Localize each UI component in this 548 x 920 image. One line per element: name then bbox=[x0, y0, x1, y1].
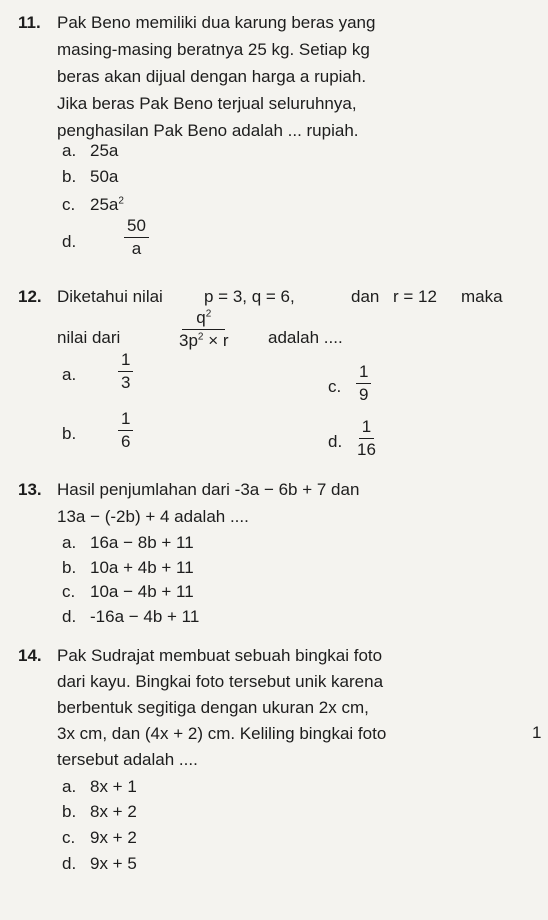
q12-expression-denominator bbox=[176, 330, 232, 351]
q11-text-line-3: beras akan dijual dengan harga a rupiah. bbox=[57, 67, 367, 86]
q12-expression-numerator bbox=[182, 308, 225, 330]
q12-expr-den-exp: 2 bbox=[197, 331, 204, 343]
q11-option-c-exponent: 2 bbox=[118, 195, 124, 207]
q12-line1-suffix: maka bbox=[461, 287, 503, 306]
q14-text-line-4: 3x cm, dan (4x + 2) cm. Keliling bingkai foto bbox=[57, 724, 387, 743]
q11-option-a[interactable]: 25a bbox=[90, 141, 119, 160]
q12-option-a-label: a. bbox=[62, 365, 77, 384]
q12-option-d-numerator: 1 bbox=[359, 417, 374, 439]
q13-number: 13. bbox=[18, 480, 42, 499]
q14-option-d-label: d. bbox=[62, 854, 77, 873]
q11-option-c-label: c. bbox=[62, 195, 76, 214]
q12-expr-den-a: 3p bbox=[179, 331, 198, 350]
q12-expr-num-exp: 2 bbox=[205, 308, 212, 320]
q12-option-c-label: c. bbox=[328, 377, 342, 396]
q12-option-a-fraction[interactable] bbox=[118, 350, 133, 393]
q12-option-a-denominator: 3 bbox=[121, 373, 131, 392]
q12-option-c-fraction[interactable] bbox=[356, 362, 371, 405]
q12-option-c-denominator: 9 bbox=[359, 385, 369, 404]
q14-option-a-label: a. bbox=[62, 777, 77, 796]
q12-option-b-fraction[interactable] bbox=[118, 409, 133, 452]
q14-number: 14. bbox=[18, 646, 42, 665]
q11-option-b[interactable]: 50a bbox=[90, 167, 119, 186]
q13-text-line-1: Hasil penjumlahan dari -3a − 6b + 7 dan bbox=[57, 480, 360, 499]
q13-text-line-2: 13a − (-2b) + 4 adalah .... bbox=[57, 507, 249, 526]
q14-text-line-3: berbentuk segitiga dengan ukuran 2x cm, bbox=[57, 698, 369, 717]
q12-option-b-label: b. bbox=[62, 424, 77, 443]
q11-option-d-label: d. bbox=[62, 232, 77, 251]
q12-number: 12. bbox=[18, 287, 42, 306]
q11-option-d-denominator: a bbox=[131, 239, 142, 258]
q12-expr-den-b: × r bbox=[203, 331, 229, 350]
q14-option-d[interactable]: 9x + 5 bbox=[90, 854, 137, 873]
q11-text-line-1: Pak Beno memiliki dua karung beras yang bbox=[57, 13, 376, 32]
q13-option-c-label: c. bbox=[62, 582, 76, 601]
q11-option-d-numerator: 50 bbox=[124, 216, 149, 238]
q12-option-a-numerator: 1 bbox=[118, 350, 133, 372]
q12-line1-values: p = 3, q = 6, bbox=[204, 287, 295, 306]
q14-text-line-2: dari kayu. Bingkai foto tersebut unik karena bbox=[57, 672, 384, 691]
q14-option-c[interactable]: 9x + 2 bbox=[90, 828, 137, 847]
q11-option-c-base: 25a bbox=[90, 195, 119, 214]
q12-line1-dan: dan bbox=[351, 287, 380, 306]
q11-option-d-fraction[interactable] bbox=[124, 216, 149, 259]
q12-line2-suffix: adalah .... bbox=[268, 328, 343, 347]
q13-option-a-label: a. bbox=[62, 533, 77, 552]
q11-option-c[interactable] bbox=[90, 194, 124, 216]
q11-option-a-label: a. bbox=[62, 141, 77, 160]
q11-text-line-4: Jika beras Pak Beno terjual seluruhnya, bbox=[57, 94, 357, 113]
q14-margin-mark: 1 bbox=[532, 723, 542, 742]
q13-option-d[interactable]: -16a − 4b + 11 bbox=[90, 607, 200, 626]
q12-line1-r: r = 12 bbox=[393, 287, 437, 306]
q14-option-b-label: b. bbox=[62, 802, 77, 821]
q13-option-b[interactable]: 10a + 4b + 11 bbox=[90, 558, 194, 577]
q11-number: 11. bbox=[18, 13, 41, 32]
q14-option-b[interactable]: 8x + 2 bbox=[90, 802, 137, 821]
q13-option-a[interactable]: 16a − 8b + 11 bbox=[90, 533, 194, 552]
q12-line2-prefix: nilai dari bbox=[57, 328, 121, 347]
q11-text-line-5: penghasilan Pak Beno adalah ... rupiah. bbox=[57, 121, 359, 140]
q13-option-b-label: b. bbox=[62, 558, 77, 577]
q11-option-b-label: b. bbox=[62, 167, 77, 186]
q13-option-c[interactable]: 10a − 4b + 11 bbox=[90, 582, 194, 601]
q14-option-c-label: c. bbox=[62, 828, 76, 847]
q11-text-line-2: masing-masing beratnya 25 kg. Setiap kg bbox=[57, 40, 370, 59]
q13-option-d-label: d. bbox=[62, 607, 77, 626]
q12-expr-num-base: q bbox=[196, 308, 206, 327]
q12-option-d-fraction[interactable] bbox=[354, 417, 379, 460]
q12-option-b-denominator: 6 bbox=[121, 432, 131, 451]
q12-option-b-numerator: 1 bbox=[118, 409, 133, 431]
q12-option-d-denominator: 16 bbox=[357, 440, 376, 459]
q14-text-line-5: tersebut adalah .... bbox=[57, 750, 198, 769]
q12-line1-prefix: Diketahui nilai bbox=[57, 287, 163, 306]
q14-text-line-1: Pak Sudrajat membuat sebuah bingkai foto bbox=[57, 646, 383, 665]
q12-expression-fraction bbox=[176, 308, 232, 351]
q12-option-d-label: d. bbox=[328, 432, 343, 451]
q14-option-a[interactable]: 8x + 1 bbox=[90, 777, 137, 796]
q12-option-c-numerator: 1 bbox=[356, 362, 371, 384]
